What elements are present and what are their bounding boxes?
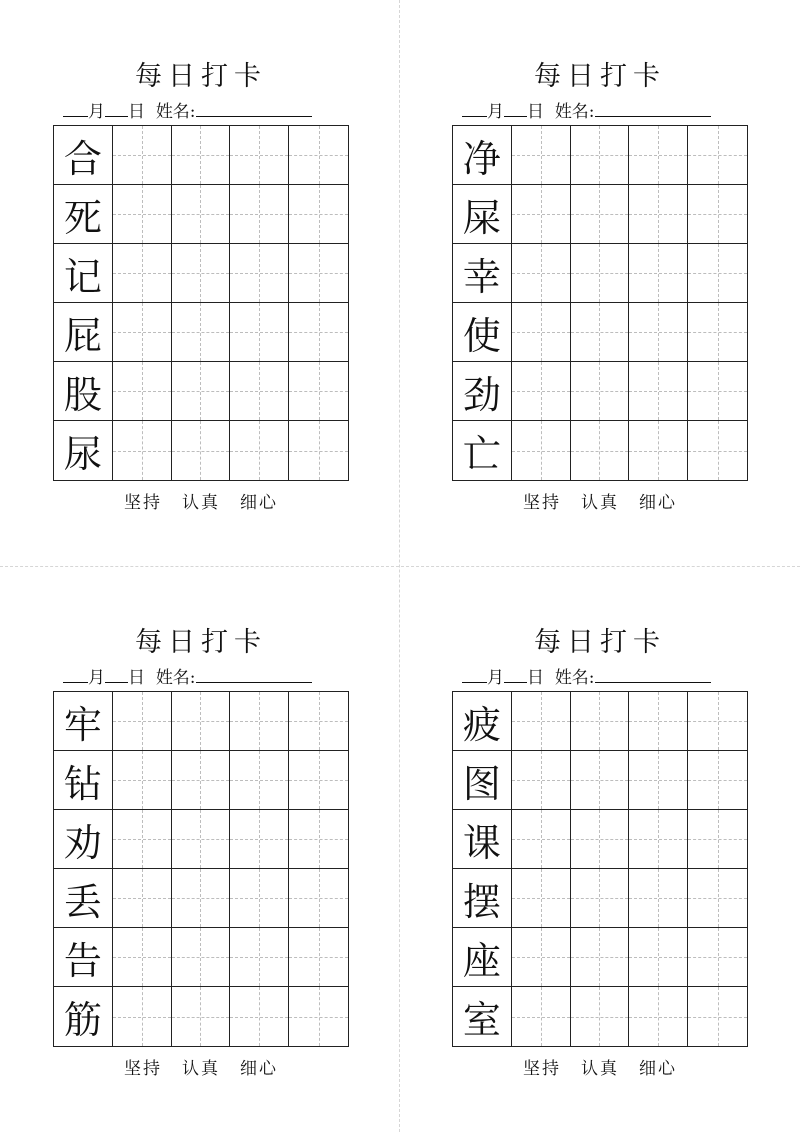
grid-cell[interactable] xyxy=(512,185,571,244)
motto-word: 坚持 xyxy=(523,1059,561,1079)
motto-line xyxy=(452,1054,748,1079)
model-character: 记 xyxy=(63,254,102,299)
model-character: 筋 xyxy=(63,998,102,1042)
name-blank[interactable] xyxy=(196,664,312,683)
grid-cell[interactable] xyxy=(172,303,231,362)
grid-cell[interactable] xyxy=(512,869,571,928)
motto-word: 坚持 xyxy=(523,493,561,513)
grid-cell[interactable] xyxy=(113,126,172,185)
grid-cell[interactable] xyxy=(113,362,172,421)
grid-cell xyxy=(453,185,512,244)
grid-cell[interactable] xyxy=(629,692,688,751)
grid-cell[interactable] xyxy=(230,692,289,751)
grid-cell[interactable] xyxy=(172,928,231,987)
grid-cell[interactable] xyxy=(289,810,348,869)
month-blank[interactable] xyxy=(462,98,487,117)
model-character: 图 xyxy=(462,761,501,806)
grid-cell[interactable] xyxy=(172,751,231,810)
grid-cell xyxy=(54,869,113,928)
grid-cell[interactable] xyxy=(289,362,348,421)
grid-cell[interactable] xyxy=(230,751,289,810)
grid-cell[interactable] xyxy=(629,810,688,869)
grid-cell[interactable] xyxy=(512,810,571,869)
motto-word: 细心 xyxy=(240,493,278,513)
motto-line xyxy=(53,1054,349,1079)
name-label: 姓名: xyxy=(155,102,196,122)
model-character: 劲 xyxy=(462,372,501,417)
name-blank[interactable] xyxy=(595,664,711,683)
month-label: 月 xyxy=(487,668,504,688)
grid-cell[interactable] xyxy=(172,421,231,480)
day-label: 日 xyxy=(527,102,544,122)
name-blank[interactable] xyxy=(196,98,312,117)
day-blank[interactable] xyxy=(504,98,527,117)
grid-cell[interactable] xyxy=(113,185,172,244)
grid-cell[interactable] xyxy=(629,928,688,987)
name-label: 姓名: xyxy=(155,668,196,688)
grid-cell[interactable] xyxy=(629,987,688,1046)
grid-cell[interactable] xyxy=(113,244,172,303)
grid-cell[interactable] xyxy=(512,987,571,1046)
model-character: 室 xyxy=(462,998,501,1042)
grid-cell[interactable] xyxy=(289,303,348,362)
day-blank[interactable] xyxy=(504,664,527,683)
grid-cell[interactable] xyxy=(688,751,747,810)
model-character: 使 xyxy=(462,313,501,358)
cut-line-horizontal xyxy=(0,566,800,567)
grid-cell[interactable] xyxy=(172,869,231,928)
motto-word: 细心 xyxy=(639,493,677,513)
grid-cell xyxy=(54,751,113,810)
day-label: 日 xyxy=(128,102,145,122)
grid-cell[interactable] xyxy=(629,185,688,244)
motto-word: 坚持 xyxy=(124,493,162,513)
card-title: 每日打卡 xyxy=(135,627,267,658)
grid-cell[interactable] xyxy=(688,692,747,751)
motto-word: 细心 xyxy=(639,1059,677,1079)
model-character: 钻 xyxy=(63,761,102,806)
grid-cell[interactable] xyxy=(289,126,348,185)
model-character: 合 xyxy=(63,136,102,181)
grid-cell[interactable] xyxy=(512,244,571,303)
grid-cell[interactable] xyxy=(230,185,289,244)
grid-cell xyxy=(54,126,113,185)
grid-cell xyxy=(54,362,113,421)
grid-cell[interactable] xyxy=(688,185,747,244)
grid-cell[interactable] xyxy=(629,869,688,928)
model-character: 屎 xyxy=(462,195,501,240)
grid-cell[interactable] xyxy=(688,810,747,869)
month-label: 月 xyxy=(88,102,105,122)
grid-cell[interactable] xyxy=(230,126,289,185)
model-character: 劝 xyxy=(63,820,102,865)
grid-cell xyxy=(54,810,113,869)
grid-cell[interactable] xyxy=(512,126,571,185)
grid-cell[interactable] xyxy=(230,810,289,869)
writing-grid xyxy=(452,125,748,481)
grid-cell[interactable] xyxy=(512,362,571,421)
grid-cell xyxy=(453,810,512,869)
grid-cell xyxy=(453,928,512,987)
grid-cell[interactable] xyxy=(512,303,571,362)
grid-cell[interactable] xyxy=(571,421,630,480)
model-character: 告 xyxy=(63,938,102,983)
grid-cell[interactable] xyxy=(571,869,630,928)
grid-cell[interactable] xyxy=(113,987,172,1046)
month-blank[interactable] xyxy=(63,98,88,117)
model-character: 幸 xyxy=(462,254,501,299)
grid-cell[interactable] xyxy=(230,928,289,987)
name-label: 姓名: xyxy=(554,102,595,122)
grid-cell[interactable] xyxy=(512,751,571,810)
grid-cell[interactable] xyxy=(512,928,571,987)
motto-word: 认真 xyxy=(581,493,619,513)
grid-cell[interactable] xyxy=(172,692,231,751)
grid-cell xyxy=(54,421,113,480)
model-character: 疲 xyxy=(462,702,501,747)
grid-cell[interactable] xyxy=(629,362,688,421)
grid-cell xyxy=(453,751,512,810)
grid-cell xyxy=(453,303,512,362)
grid-cell[interactable] xyxy=(688,869,747,928)
writing-grid xyxy=(53,125,349,481)
grid-cell xyxy=(54,185,113,244)
grid-cell[interactable] xyxy=(289,421,348,480)
grid-cell[interactable] xyxy=(113,810,172,869)
day-blank[interactable] xyxy=(105,98,128,117)
motto-word: 细心 xyxy=(240,1059,278,1079)
grid-cell[interactable] xyxy=(571,987,630,1046)
model-character: 牢 xyxy=(63,702,102,747)
grid-cell[interactable] xyxy=(571,126,630,185)
card-title: 每日打卡 xyxy=(534,627,666,658)
motto-word: 认真 xyxy=(182,493,220,513)
grid-cell[interactable] xyxy=(113,303,172,362)
model-character: 净 xyxy=(462,136,501,181)
grid-cell[interactable] xyxy=(230,421,289,480)
grid-cell[interactable] xyxy=(289,244,348,303)
grid-cell[interactable] xyxy=(571,303,630,362)
grid-cell[interactable] xyxy=(629,421,688,480)
grid-cell[interactable] xyxy=(289,987,348,1046)
grid-cell[interactable] xyxy=(172,185,231,244)
grid-cell[interactable] xyxy=(172,126,231,185)
grid-cell[interactable] xyxy=(113,421,172,480)
grid-cell xyxy=(453,869,512,928)
motto-word: 坚持 xyxy=(124,1059,162,1079)
grid-cell[interactable] xyxy=(688,244,747,303)
grid-cell xyxy=(453,421,512,480)
grid-cell xyxy=(453,692,512,751)
grid-cell[interactable] xyxy=(172,810,231,869)
grid-cell xyxy=(54,244,113,303)
grid-cell[interactable] xyxy=(230,869,289,928)
grid-cell[interactable] xyxy=(113,751,172,810)
motto-line xyxy=(452,488,748,513)
grid-cell[interactable] xyxy=(289,692,348,751)
date-name-line xyxy=(63,98,349,122)
motto-line xyxy=(53,488,349,513)
grid-cell[interactable] xyxy=(688,126,747,185)
day-label: 日 xyxy=(527,668,544,688)
date-name-line xyxy=(63,664,349,688)
day-blank[interactable] xyxy=(105,664,128,683)
month-blank[interactable] xyxy=(63,664,88,683)
grid-cell[interactable] xyxy=(688,421,747,480)
grid-cell[interactable] xyxy=(629,126,688,185)
model-character: 股 xyxy=(63,372,102,417)
grid-cell xyxy=(453,362,512,421)
model-character: 课 xyxy=(462,820,501,865)
grid-cell[interactable] xyxy=(688,928,747,987)
month-label: 月 xyxy=(88,668,105,688)
grid-cell[interactable] xyxy=(289,869,348,928)
grid-cell[interactable] xyxy=(571,810,630,869)
grid-cell[interactable] xyxy=(230,244,289,303)
grid-cell xyxy=(54,692,113,751)
grid-cell[interactable] xyxy=(688,303,747,362)
writing-grid xyxy=(53,691,349,1047)
grid-cell[interactable] xyxy=(230,987,289,1046)
day-label: 日 xyxy=(128,668,145,688)
writing-grid xyxy=(452,691,748,1047)
model-character: 尿 xyxy=(63,432,102,476)
grid-cell[interactable] xyxy=(688,362,747,421)
month-label: 月 xyxy=(487,102,504,122)
grid-cell[interactable] xyxy=(629,751,688,810)
model-character: 座 xyxy=(462,938,501,983)
card-title: 每日打卡 xyxy=(534,61,666,92)
model-character: 屁 xyxy=(63,313,102,358)
name-blank[interactable] xyxy=(595,98,711,117)
grid-cell[interactable] xyxy=(230,362,289,421)
grid-cell[interactable] xyxy=(571,751,630,810)
grid-cell xyxy=(54,987,113,1046)
grid-cell[interactable] xyxy=(113,692,172,751)
grid-cell[interactable] xyxy=(289,928,348,987)
grid-cell[interactable] xyxy=(571,692,630,751)
model-character: 亡 xyxy=(462,432,501,476)
grid-cell[interactable] xyxy=(172,987,231,1046)
grid-cell[interactable] xyxy=(172,362,231,421)
grid-cell[interactable] xyxy=(289,751,348,810)
model-character: 丢 xyxy=(63,879,102,924)
grid-cell[interactable] xyxy=(113,928,172,987)
motto-word: 认真 xyxy=(581,1059,619,1079)
grid-cell xyxy=(453,244,512,303)
grid-cell[interactable] xyxy=(629,303,688,362)
grid-cell xyxy=(453,987,512,1046)
date-name-line xyxy=(462,98,748,122)
grid-cell[interactable] xyxy=(571,362,630,421)
grid-cell[interactable] xyxy=(289,185,348,244)
grid-cell[interactable] xyxy=(512,421,571,480)
grid-cell[interactable] xyxy=(230,303,289,362)
name-label: 姓名: xyxy=(554,668,595,688)
grid-cell[interactable] xyxy=(113,869,172,928)
grid-cell xyxy=(54,928,113,987)
grid-cell xyxy=(453,126,512,185)
grid-cell[interactable] xyxy=(629,244,688,303)
model-character: 死 xyxy=(63,195,102,240)
month-blank[interactable] xyxy=(462,664,487,683)
grid-cell[interactable] xyxy=(571,185,630,244)
grid-cell[interactable] xyxy=(172,244,231,303)
date-name-line xyxy=(462,664,748,688)
motto-word: 认真 xyxy=(182,1059,220,1079)
grid-cell[interactable] xyxy=(688,987,747,1046)
card-title: 每日打卡 xyxy=(135,61,267,92)
grid-cell[interactable] xyxy=(512,692,571,751)
grid-cell[interactable] xyxy=(571,244,630,303)
model-character: 摆 xyxy=(462,879,501,924)
grid-cell[interactable] xyxy=(571,928,630,987)
grid-cell xyxy=(54,303,113,362)
